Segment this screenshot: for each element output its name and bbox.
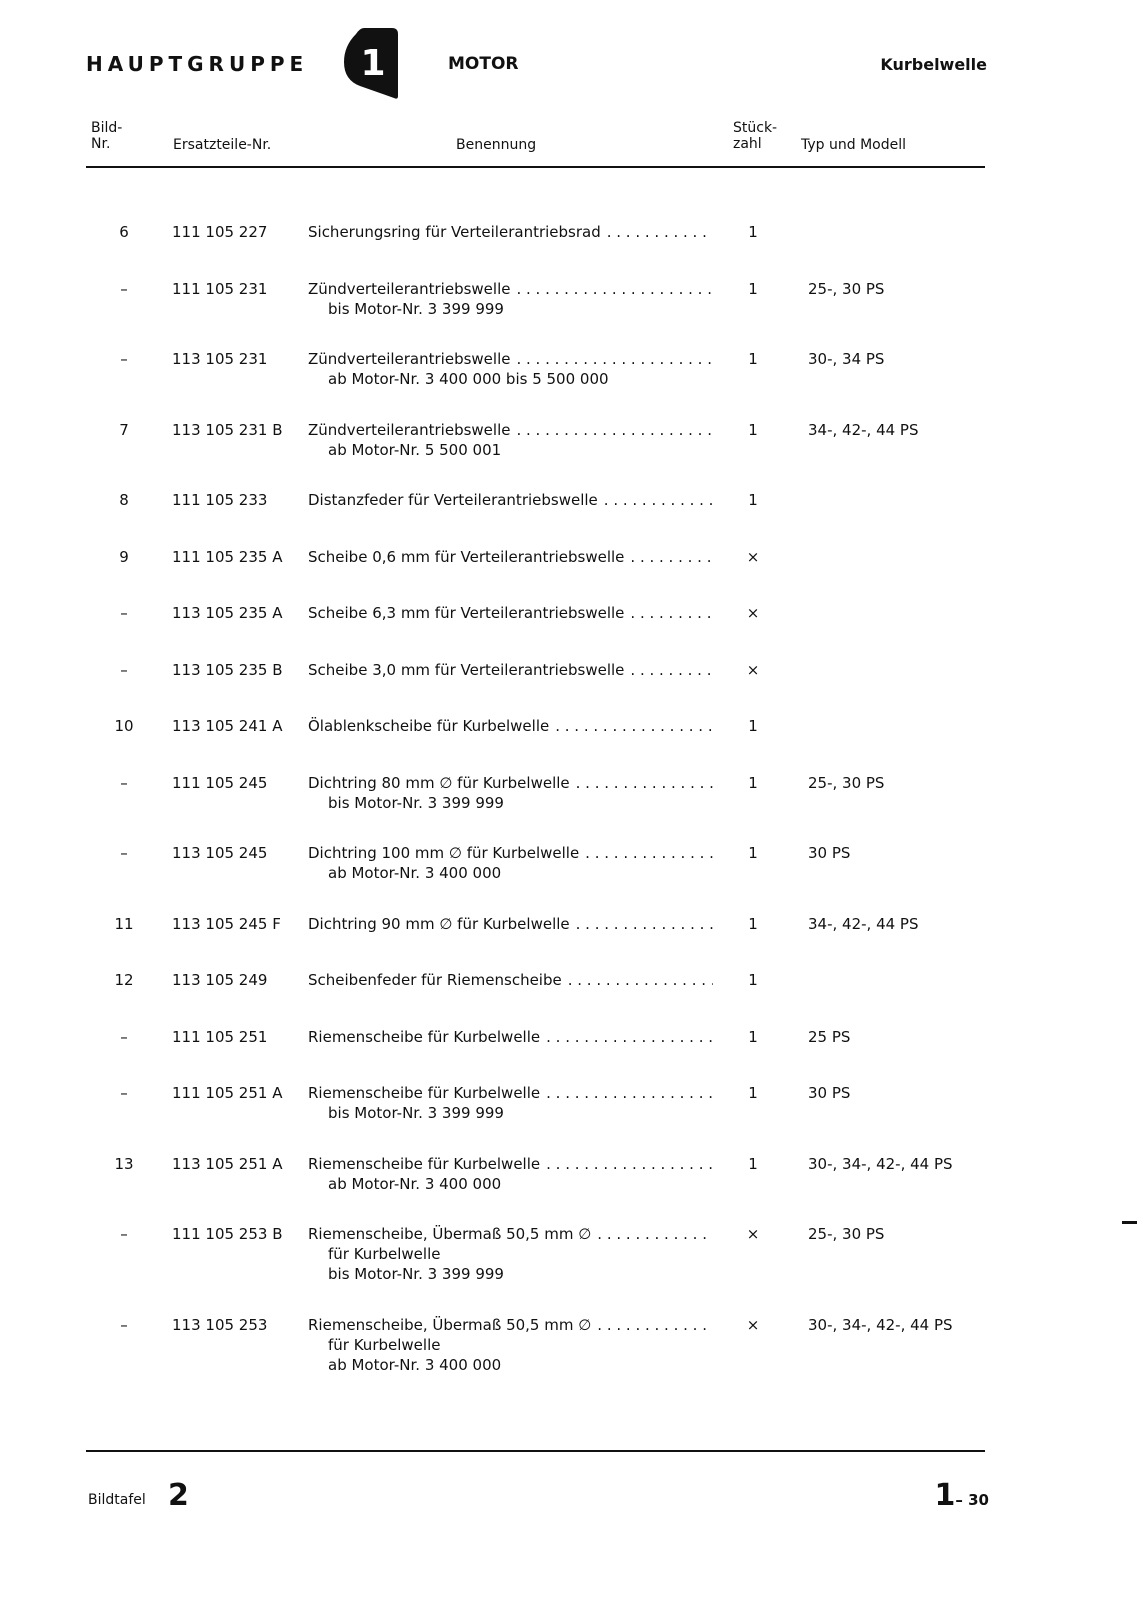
type-model: 30-, 34-, 42-, 44 PS — [808, 1315, 953, 1334]
part-name: Riemenscheibe, Übermaß 50,5 mm ∅ — [308, 1225, 592, 1243]
part-note: ab Motor-Nr. 3 400 000 — [328, 864, 502, 882]
part-note: bis Motor-Nr. 3 399 999 — [328, 1104, 504, 1122]
part-number: 113 105 231 — [172, 350, 268, 368]
page-number-suffix: – 30 — [955, 1491, 989, 1509]
quantity: × — [746, 604, 760, 622]
bild-nr: 8 — [119, 491, 129, 509]
part-description — [308, 547, 713, 567]
part-name: Riemenscheibe für Kurbelwelle — [308, 1084, 541, 1102]
column-header-ersatzteile: Ersatzteile-Nr. — [173, 137, 272, 153]
part-note: ab Motor-Nr. 3 400 000 — [328, 1355, 502, 1374]
dot-leader — [562, 970, 713, 990]
part-description — [308, 843, 713, 883]
part-number: 111 105 233 — [172, 491, 268, 509]
page-number — [935, 1478, 989, 1513]
dot-leader — [624, 547, 713, 567]
quantity: 1 — [748, 1027, 758, 1046]
part-note: ab Motor-Nr. 3 400 000 bis 5 500 000 — [328, 370, 609, 388]
quantity: 1 — [748, 491, 758, 509]
bildtafel-label: Bildtafel — [88, 1492, 146, 1508]
part-name: Sicherungsring für Verteilerantriebsrad — [308, 223, 601, 241]
quantity: 1 — [748, 1084, 758, 1102]
part-name: Distanzfeder für Verteilerantriebswelle — [308, 491, 598, 509]
part-description — [308, 1315, 713, 1375]
type-model: 30 PS — [808, 1084, 851, 1102]
part-description — [308, 420, 713, 460]
part-description — [308, 1154, 713, 1194]
bild-nr: – — [120, 1027, 128, 1046]
part-name: Scheibe 0,6 mm für Verteilerantriebswelle — [308, 547, 625, 566]
part-description — [308, 349, 713, 389]
quantity: 1 — [748, 773, 758, 792]
part-number: 113 105 249 — [172, 971, 268, 989]
part-name: Riemenscheibe für Kurbelwelle — [308, 1154, 541, 1173]
part-number: 113 105 241 A — [172, 717, 283, 735]
part-description — [308, 660, 713, 680]
part-number: 113 105 245 F — [172, 914, 281, 933]
quantity: 1 — [748, 971, 758, 989]
quantity: × — [746, 1315, 760, 1334]
part-note: bis Motor-Nr. 3 399 999 — [328, 1265, 504, 1283]
part-number: 111 105 235 A — [172, 547, 283, 566]
dot-leader — [570, 914, 713, 934]
part-description — [308, 222, 713, 242]
quantity: × — [746, 660, 760, 679]
column-header-stueckzahl: Stück- zahl — [733, 120, 778, 152]
part-name: Zündverteilerantriebswelle — [308, 279, 511, 298]
footer-rule — [86, 1450, 985, 1452]
part-name: Dichtring 80 mm ∅ für Kurbelwelle — [308, 773, 570, 792]
quantity: 1 — [748, 1154, 758, 1173]
part-description — [308, 914, 713, 934]
part-note: bis Motor-Nr. 3 399 999 — [328, 299, 504, 318]
dot-leader — [601, 222, 713, 242]
section-title: Kurbelwelle — [880, 55, 987, 74]
bild-nr: 12 — [114, 971, 134, 989]
part-name: Ölablenkscheibe für Kurbelwelle — [308, 717, 550, 735]
part-number: 111 105 245 — [172, 773, 268, 792]
dot-leader — [510, 420, 713, 440]
part-description — [308, 603, 713, 623]
dot-leader — [549, 716, 713, 736]
type-model: 30 PS — [808, 844, 851, 862]
quantity: 1 — [748, 914, 758, 933]
part-name: Dichtring 90 mm ∅ für Kurbelwelle — [308, 914, 570, 933]
part-description — [308, 490, 713, 510]
part-number: 113 105 253 — [172, 1315, 268, 1334]
part-number: 113 105 235 B — [172, 660, 283, 679]
dot-leader — [510, 349, 713, 369]
bild-nr: 13 — [114, 1154, 134, 1173]
part-number: 111 105 253 B — [172, 1225, 283, 1243]
bild-nr: 11 — [114, 914, 134, 933]
bild-nr: – — [120, 350, 128, 368]
part-number: 113 105 231 B — [172, 420, 283, 439]
group-label: HAUPTGRUPPE — [86, 52, 309, 76]
group-number-badge — [340, 24, 404, 102]
type-model: 30-, 34-, 42-, 44 PS — [808, 1154, 953, 1173]
bild-nr: – — [120, 1315, 128, 1334]
dot-leader — [591, 1315, 713, 1335]
quantity: 1 — [748, 717, 758, 735]
part-description — [308, 773, 713, 813]
bild-nr: – — [120, 604, 128, 622]
page-number-main: 1 — [934, 1478, 956, 1513]
edge-mark — [1122, 1221, 1137, 1224]
column-header-bild: Bild- Nr. — [91, 120, 123, 152]
type-model: 30-, 34 PS — [808, 350, 885, 368]
quantity: × — [746, 547, 760, 566]
part-number: 111 105 227 — [172, 223, 268, 241]
type-model: 25-, 30 PS — [808, 279, 885, 298]
bild-nr: 9 — [119, 547, 129, 566]
part-description — [308, 1083, 713, 1123]
quantity: 1 — [748, 844, 758, 862]
bild-nr: – — [120, 844, 128, 862]
bild-nr: – — [120, 660, 128, 679]
part-number: 111 105 251 A — [172, 1084, 283, 1102]
dot-leader — [624, 660, 713, 680]
part-number: 113 105 245 — [172, 844, 268, 862]
part-name: Scheibe 6,3 mm für Verteilerantriebswelle — [308, 604, 625, 622]
bild-nr: 7 — [119, 420, 129, 439]
bild-nr: – — [120, 773, 128, 792]
part-name: Zündverteilerantriebswelle — [308, 420, 511, 439]
part-note: für Kurbelwelle — [328, 1335, 441, 1354]
group-number: 1 — [360, 43, 386, 84]
bild-nr: – — [120, 279, 128, 298]
part-name: Riemenscheibe, Übermaß 50,5 mm ∅ — [308, 1315, 592, 1334]
group-name: MOTOR — [448, 54, 519, 74]
part-note: ab Motor-Nr. 5 500 001 — [328, 440, 502, 459]
bild-nr: 10 — [114, 717, 134, 735]
bild-nr: 6 — [119, 223, 129, 241]
dot-leader — [579, 843, 713, 863]
part-name: Dichtring 100 mm ∅ für Kurbelwelle — [308, 844, 580, 862]
part-number: 111 105 251 — [172, 1027, 268, 1046]
part-name: Zündverteilerantriebswelle — [308, 350, 511, 368]
part-note: bis Motor-Nr. 3 399 999 — [328, 793, 504, 812]
type-model: 25-, 30 PS — [808, 773, 885, 792]
part-note: für Kurbelwelle — [328, 1245, 441, 1263]
quantity: 1 — [748, 350, 758, 368]
dot-leader — [540, 1083, 713, 1103]
header-rule — [86, 166, 985, 168]
dot-leader — [540, 1154, 713, 1174]
type-model: 25 PS — [808, 1027, 851, 1046]
dot-leader — [624, 603, 713, 623]
column-header-benennung: Benennung — [456, 137, 537, 153]
type-model: 34-, 42-, 44 PS — [808, 914, 919, 933]
dot-leader — [510, 279, 713, 299]
quantity: × — [746, 1225, 760, 1243]
bild-nr: – — [120, 1084, 128, 1102]
part-description — [308, 279, 713, 319]
dot-leader — [540, 1027, 713, 1047]
bild-nr: – — [120, 1225, 128, 1243]
quantity: 1 — [748, 420, 758, 439]
part-number: 113 105 235 A — [172, 604, 283, 622]
column-header-typ: Typ und Modell — [801, 137, 906, 153]
part-description — [308, 970, 713, 990]
type-model: 25-, 30 PS — [808, 1225, 885, 1243]
part-number: 113 105 251 A — [172, 1154, 283, 1173]
part-name: Scheibenfeder für Riemenscheibe — [308, 971, 562, 989]
dot-leader — [591, 1224, 713, 1244]
part-number: 111 105 231 — [172, 279, 268, 298]
part-description — [308, 716, 713, 736]
part-note: ab Motor-Nr. 3 400 000 — [328, 1174, 502, 1193]
part-name: Riemenscheibe für Kurbelwelle — [308, 1027, 541, 1046]
part-name: Scheibe 3,0 mm für Verteilerantriebswelle — [308, 660, 625, 679]
dot-leader — [598, 490, 713, 510]
dot-leader — [570, 773, 713, 793]
part-description — [308, 1224, 713, 1284]
quantity: 1 — [748, 279, 758, 298]
bildtafel-number: 2 — [168, 1478, 189, 1513]
quantity: 1 — [748, 223, 758, 241]
type-model: 34-, 42-, 44 PS — [808, 420, 919, 439]
part-description — [308, 1027, 713, 1047]
